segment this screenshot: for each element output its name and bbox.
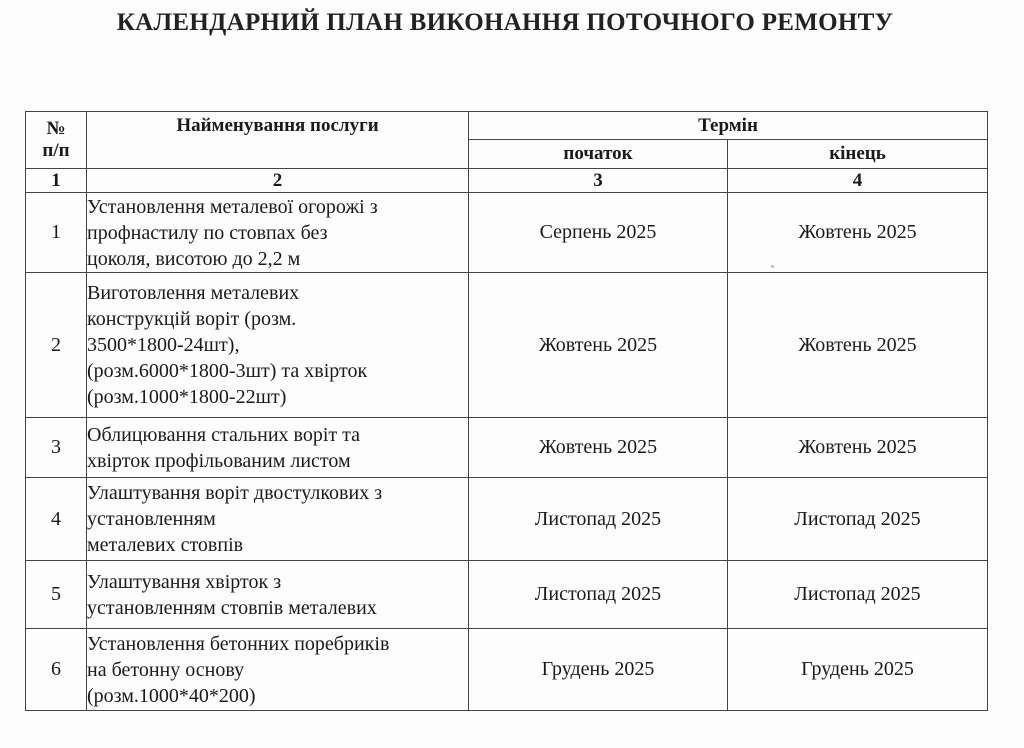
- end-date: Грудень 2025: [728, 629, 988, 711]
- service-line: на бетонну основу: [87, 658, 245, 681]
- header-service: Найменування послуги: [87, 112, 469, 169]
- document-title: КАЛЕНДАРНИЙ ПЛАН ВИКОНАННЯ ПОТОЧНОГО РЕМОНТУ: [116, 9, 894, 36]
- end-date: Листопад 2025: [728, 478, 988, 561]
- header-start: початок: [469, 140, 728, 169]
- row-number: 6: [26, 629, 87, 711]
- header-number-symbol: №: [46, 118, 66, 139]
- end-date: Жовтень 2025: [728, 193, 988, 273]
- service-line: цоколя, висотою до 2,2 м: [87, 247, 301, 270]
- service-name: [87, 629, 469, 711]
- service-name: [87, 273, 469, 418]
- service-line: Установлення металевої огорожі з: [87, 195, 378, 218]
- table-row: [26, 418, 988, 478]
- service-name: [87, 478, 469, 561]
- end-date: Жовтень 2025: [728, 273, 988, 418]
- service-line: конструкцій воріт (розм.: [87, 308, 297, 330]
- start-date: Листопад 2025: [469, 561, 728, 629]
- start-date: Жовтень 2025: [469, 418, 728, 478]
- column-number: 4: [728, 169, 988, 193]
- table-row: [26, 273, 988, 418]
- service-line: Улаштування хвірток з: [87, 570, 282, 593]
- row-number: 1: [26, 193, 87, 273]
- header-end: кінець: [728, 140, 988, 169]
- service-line: Установлення бетонних поребриків: [87, 632, 390, 655]
- table-row: [26, 478, 988, 561]
- service-line: установленням стовпів металевих: [87, 596, 377, 619]
- header-row: [26, 112, 988, 140]
- column-number: 3: [469, 169, 728, 193]
- service-line: профнастилу по стовпах без: [87, 221, 328, 244]
- row-number: 4: [26, 478, 87, 561]
- service-line: (розм.1000*1800-22шт): [87, 386, 287, 408]
- column-number-row: [26, 169, 988, 193]
- start-date: Жовтень 2025: [469, 273, 728, 418]
- start-date: Грудень 2025: [469, 629, 728, 711]
- service-line: (розм.1000*40*200): [87, 684, 256, 707]
- service-line: металевих стовпів: [87, 534, 244, 556]
- header-term: Термін: [469, 112, 988, 140]
- row-number: 2: [26, 273, 87, 418]
- schedule-table: [25, 111, 988, 711]
- start-date: Листопад 2025: [469, 478, 728, 561]
- service-line: (розм.6000*1800-3шт) та хвірток: [87, 360, 368, 382]
- service-line: хвірток профільованим листом: [87, 449, 351, 472]
- row-number: 3: [26, 418, 87, 478]
- service-name: [87, 193, 469, 273]
- service-line: 3500*1800-24шт),: [87, 334, 240, 356]
- service-name: [87, 418, 469, 478]
- table-row: [26, 193, 988, 273]
- column-number: 1: [26, 169, 87, 193]
- row-number: 5: [26, 561, 87, 629]
- service-line: Виготовлення металевих: [87, 282, 300, 304]
- end-date: Листопад 2025: [728, 561, 988, 629]
- service-name: [87, 561, 469, 629]
- end-date: Жовтень 2025: [728, 418, 988, 478]
- table-row: [26, 561, 988, 629]
- service-line: Улаштування воріт двостулкових з: [87, 482, 383, 504]
- scan-speck: [771, 265, 774, 268]
- table-row: [26, 629, 988, 711]
- column-number: 2: [87, 169, 469, 193]
- header-number-abbr: п/п: [42, 140, 70, 161]
- start-date: Серпень 2025: [469, 193, 728, 273]
- service-line: установленням: [87, 508, 216, 530]
- service-line: Облицювання стальних воріт та: [87, 423, 360, 446]
- header-number: [26, 112, 87, 169]
